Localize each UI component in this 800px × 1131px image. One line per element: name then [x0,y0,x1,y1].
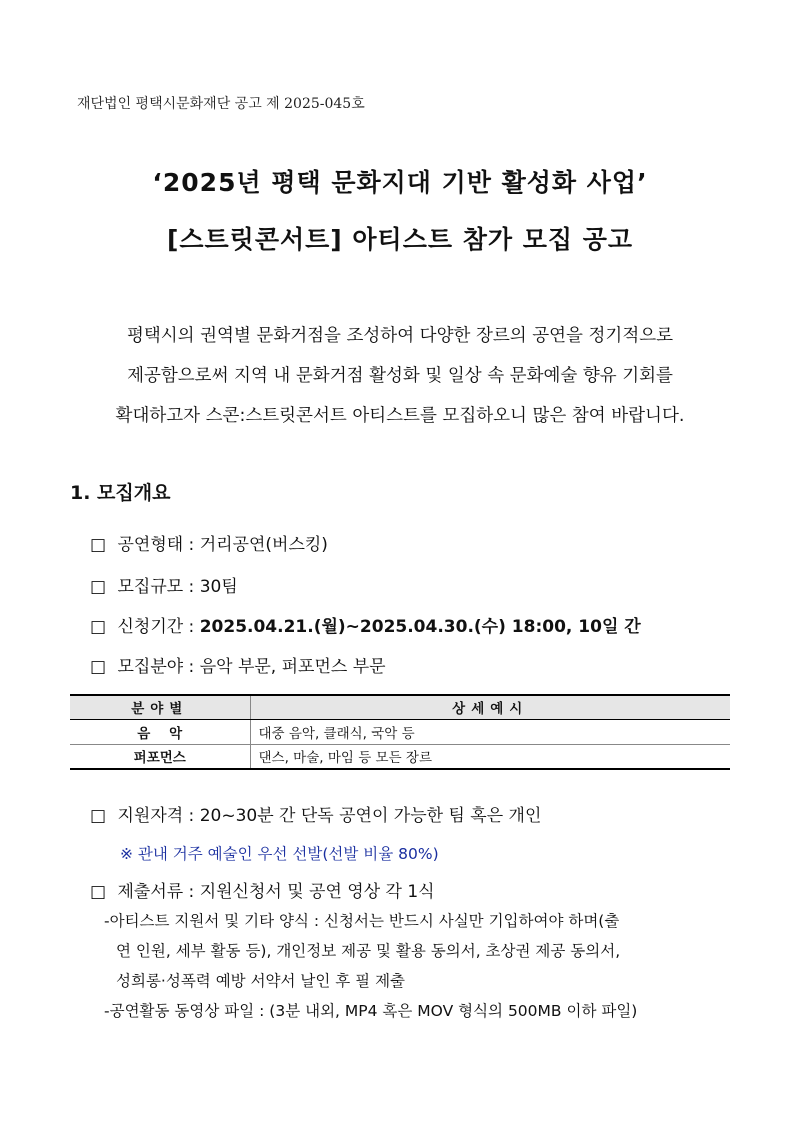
item-value: 지원신청서 및 공연 영상 각 1식 [199,882,435,902]
column-header-genre: 분야별 [70,695,250,719]
item-label: 신청기간 : [117,617,195,637]
intro-line: 제공함으로써 지역 내 문화거점 활성화 및 일상 속 문화예술 향유 기회를 [127,366,673,386]
item-value: 30팀 [199,577,238,597]
genre-cell: 음 악 [70,719,250,744]
item-label: 공연형태 : [117,535,195,555]
genre-cell: 퍼포먼스 [70,744,250,769]
checkbox-icon: □ [90,806,107,826]
notice-number: 재단법인 평택시문화재단 공고 제 2025-045호 [77,96,365,112]
detail-line: 성희롱·성폭력 예방 서약서 날인 후 필 제출 [116,972,406,990]
column-header-examples: 상세예시 [250,695,730,719]
item-application-period [90,612,641,637]
item-value: 거리공연(버스킹) [199,535,328,555]
item-value: 음악 부문, 퍼포먼스 부문 [199,657,386,677]
item-recruit-size [90,572,238,597]
examples-cell: 대중 음악, 클래식, 국악 등 [250,719,730,744]
table-header-row [70,695,730,719]
detail-line: 연 인원, 세부 활동 등), 개인정보 제공 및 활용 동의서, 초상권 제공 동의서, [116,942,621,960]
item-label: 지원자격 : [117,806,195,826]
item-eligibility [90,801,541,826]
intro-paragraph [60,316,740,436]
checkbox-icon: □ [90,577,107,597]
item-value: 20~30분 간 단독 공연이 가능한 팀 혹은 개인 [199,806,542,826]
checkbox-icon: □ [90,882,107,902]
item-value: 2025.04.21.(월)~2025.04.30.(수) 18:00, 10일 간 [199,617,641,637]
intro-line: 평택시의 권역별 문화거점을 조성하여 다양한 장르의 공연을 정기적으로 [126,326,674,346]
video-detail-line: -공연활동 동영상 파일 : (3분 내외, MP4 혹은 MOV 형식의 500MB 이하 파일) [104,1002,638,1020]
page-subtitle: [스트릿콘서트] 아티스트 참가 모집 공고 [166,225,634,254]
detail-line: -아티스트 지원서 및 기타 양식 : 신청서는 반드시 사실만 기입하여야 하며(출 [104,912,620,930]
item-label: 모집규모 : [117,577,195,597]
checkbox-icon: □ [90,617,107,637]
page-title: ‘2025년 평택 문화지대 기반 활성화 사업’ [152,168,648,197]
item-label: 제출서류 : [117,882,195,902]
examples-cell: 댄스, 마술, 마임 등 모든 장르 [250,744,730,769]
checkbox-icon: □ [90,657,107,677]
table-row [70,719,730,744]
priority-note: ※ 관내 거주 예술인 우선 선발(선발 비율 80%) [120,845,439,863]
intro-line: 확대하고자 스콘:스트릿콘서트 아티스트를 모집하오니 많은 참여 바랍니다. [115,406,685,426]
item-label: 모집분야 : [117,657,195,677]
table-row [70,744,730,769]
item-documents [90,877,435,902]
documents-detail [104,906,734,1026]
genre-table [70,694,730,770]
item-performance-type [90,530,328,555]
checkbox-icon: □ [90,535,107,555]
section-heading-overview: 1. 모집개요 [70,482,171,504]
item-recruit-field [90,652,386,677]
